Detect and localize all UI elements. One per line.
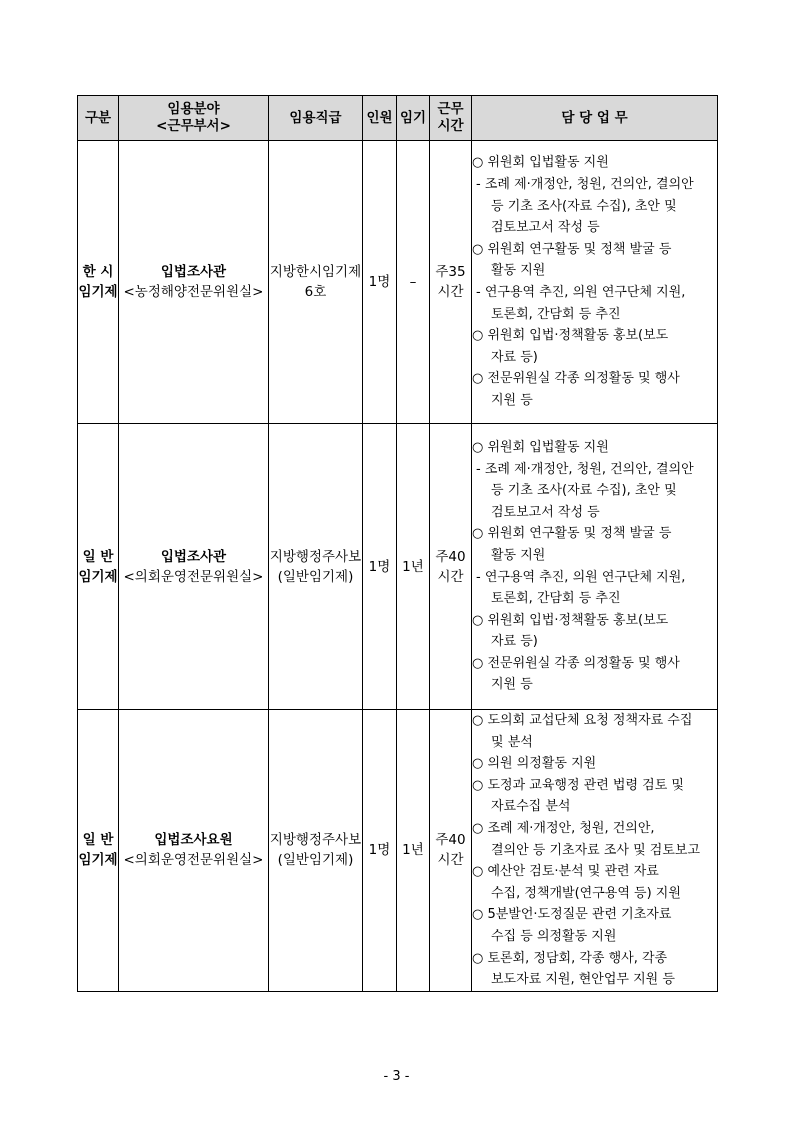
duty-continuation (472, 480, 717, 502)
grade-line1: 지방행정주사보 (269, 548, 362, 565)
duties-cell (472, 710, 718, 992)
duty-continuation (472, 304, 717, 326)
duty-text: - 연구용역 추진, 의원 연구단체 지원, (476, 285, 686, 300)
duty-text: ○ 도의회 교섭단체 요청 정책자료 수집 (472, 713, 693, 728)
hours-cell (430, 424, 472, 710)
duty-bullet (472, 753, 717, 775)
duty-text: 보도자료 지원, 현안업무 지원 등 (491, 972, 675, 988)
duty-continuation (472, 969, 717, 991)
category-line2: 임기제 (78, 284, 118, 300)
duty-text: ○ 도정과 교육행정 관련 법령 검토 및 (472, 777, 684, 793)
field-dept: <의회운영전문위원실> (123, 568, 264, 585)
hours-cell (430, 141, 472, 424)
field-cell (119, 424, 269, 710)
duty-text: 및 분석 (491, 734, 533, 750)
duty-text: ○ 조례 제·개정안, 청원, 건의안, (472, 820, 655, 836)
field-dept: <의회운영전문위원실> (123, 852, 264, 869)
duty-bullet (472, 152, 717, 174)
grade-cell (269, 424, 363, 710)
duty-continuation (472, 840, 717, 862)
duty-text: ○ 위원회 입법활동 지원 (472, 155, 609, 171)
duty-continuation (472, 347, 717, 369)
duty-text: ○ 토론회, 정담회, 각종 행사, 각종 (472, 950, 668, 966)
duty-subitem (472, 282, 717, 304)
duty-text: 등 기초 조사(자료 수집), 초안 및 (491, 198, 677, 214)
duties-cell (472, 424, 718, 710)
duty-subitem (472, 174, 717, 196)
duty-text: ○ 위원회 연구활동 및 정책 발굴 등 (472, 526, 672, 542)
table-row (78, 141, 718, 424)
recruitment-table (77, 95, 718, 992)
hours-cell (430, 710, 472, 992)
duty-bullet (472, 653, 717, 675)
duty-continuation (472, 883, 717, 905)
duty-continuation (472, 545, 717, 567)
duty-continuation (472, 732, 717, 754)
duty-bullet (472, 437, 717, 459)
category-cell (78, 710, 119, 992)
duty-continuation (472, 588, 717, 610)
category-line2: 임기제 (78, 568, 118, 585)
grade-line1: 지방한시임기제 (269, 264, 362, 280)
duty-text: 등 기초 조사(자료 수집), 초안 및 (491, 483, 677, 499)
header-hours-line1: 근무 (437, 101, 464, 117)
duty-continuation (472, 796, 717, 818)
duty-text: 수집, 정책개발(연구용역 등) 지원 (491, 885, 681, 901)
duty-text: 지원 등 (491, 392, 533, 408)
duty-bullet (472, 368, 717, 390)
category-line1: 일 반 (82, 832, 114, 849)
headcount-cell: 1명 (363, 424, 397, 710)
category-line2: 임기제 (78, 852, 118, 869)
duty-text: ○ 의원 의정활동 지원 (472, 756, 597, 772)
duty-text: 수집 등 의정활동 지원 (491, 928, 617, 944)
category-cell (78, 141, 119, 424)
grade-cell (269, 710, 363, 992)
duty-text: - 연구용역 추진, 의원 연구단체 지원, (476, 569, 686, 585)
duty-text: ○ 위원회 입법·정책활동 홍보(보도 (472, 612, 669, 628)
header-headcount: 인원 (363, 96, 397, 141)
hours-line1: 주40 (435, 832, 466, 849)
duty-bullet (472, 904, 717, 926)
duty-text: ○ 전문위원실 각종 의정활동 및 행사 (472, 655, 680, 671)
field-dept: <농정해양전문위원실> (123, 284, 264, 300)
duty-subitem (472, 567, 717, 589)
grade-cell (269, 141, 363, 424)
duty-text: - 조례 제·개정안, 청원, 건의안, 결의안 (476, 177, 694, 193)
header-field (119, 96, 269, 141)
table-header-row (78, 96, 718, 141)
header-grade: 임용직급 (269, 96, 363, 141)
headcount-cell: 1명 (363, 710, 397, 992)
duty-text: 토론회, 간담회 등 추진 (491, 306, 621, 322)
duty-text: 검토보고서 작성 등 (491, 220, 600, 236)
header-field-line2: <근무부서> (156, 118, 231, 134)
duty-text: ○ 위원회 연구활동 및 정책 발굴 등 (472, 241, 672, 257)
duty-continuation (472, 196, 717, 218)
header-category: 구분 (78, 96, 119, 141)
duty-bullet (472, 325, 717, 347)
grade-line1: 지방행정주사보 (269, 832, 362, 849)
field-cell (119, 710, 269, 992)
page-number: - 3 - (383, 1069, 410, 1084)
duties-cell (472, 141, 718, 424)
table-row (78, 424, 718, 710)
duty-text: ○ 전문위원실 각종 의정활동 및 행사 (472, 371, 680, 387)
duty-bullet (472, 523, 717, 545)
duty-text: ○ 위원회 입법·정책활동 홍보(보도 (472, 328, 669, 344)
field-title: 입법조사요원 (154, 832, 233, 849)
duty-text: 지원 등 (491, 677, 533, 693)
duty-text: 활동 지원 (491, 263, 546, 279)
duty-bullet (472, 818, 717, 840)
duty-text: 결의안 등 기초자료 조사 및 검토보고 (491, 842, 701, 858)
header-duties: 담 당 업 무 (472, 96, 718, 141)
duty-text: ○ 5분발언·도정질문 관련 기초자료 (472, 907, 672, 923)
duty-text: 활동 지원 (491, 547, 546, 563)
grade-line2: (일반임기제) (277, 852, 354, 869)
header-hours (430, 96, 472, 141)
term-cell: – (397, 141, 430, 424)
grade-line2: 6호 (304, 284, 327, 300)
duty-subitem (472, 459, 717, 481)
header-term: 임기 (397, 96, 430, 141)
hours-line2: 시간 (437, 284, 464, 300)
duty-text: 자료 등) (491, 349, 538, 365)
duty-bullet (472, 239, 717, 261)
category-line1: 한 시 (82, 264, 114, 280)
field-title: 입법조사관 (160, 264, 227, 280)
duty-bullet (472, 948, 717, 970)
term-cell: 1년 (397, 710, 430, 992)
headcount-cell: 1명 (363, 141, 397, 424)
field-cell (119, 141, 269, 424)
duty-continuation (472, 502, 717, 524)
header-field-line1: 임용분야 (167, 101, 220, 117)
duty-continuation (472, 217, 717, 239)
hours-line2: 시간 (437, 852, 464, 869)
grade-line2: (일반임기제) (277, 568, 354, 585)
hours-line1: 주35 (435, 264, 466, 280)
header-hours-line2: 시간 (437, 118, 464, 134)
duty-bullet (472, 775, 717, 797)
duty-text: 토론회, 간담회 등 추진 (491, 591, 621, 607)
term-cell: 1년 (397, 424, 430, 710)
category-cell (78, 424, 119, 710)
duty-text: 자료수집 분석 (491, 799, 571, 815)
duty-text: ○ 위원회 입법활동 지원 (472, 439, 609, 455)
duty-text: - 조례 제·개정안, 청원, 건의안, 결의안 (476, 461, 694, 477)
duty-text: ○ 예산안 검토·분석 및 관련 자료 (472, 864, 659, 880)
field-title: 입법조사관 (160, 548, 227, 565)
duty-bullet (472, 710, 717, 732)
duty-bullet (472, 861, 717, 883)
duty-continuation (472, 390, 717, 412)
duty-text: 검토보고서 작성 등 (491, 504, 600, 520)
duty-text: 자료 등) (491, 634, 538, 650)
duty-continuation (472, 926, 717, 948)
table-row (78, 710, 718, 992)
hours-line2: 시간 (437, 568, 464, 585)
duty-continuation (472, 674, 717, 696)
category-line1: 일 반 (82, 548, 114, 565)
duty-bullet (472, 610, 717, 632)
duty-continuation (472, 631, 717, 653)
duty-continuation (472, 260, 717, 282)
hours-line1: 주40 (435, 548, 466, 565)
